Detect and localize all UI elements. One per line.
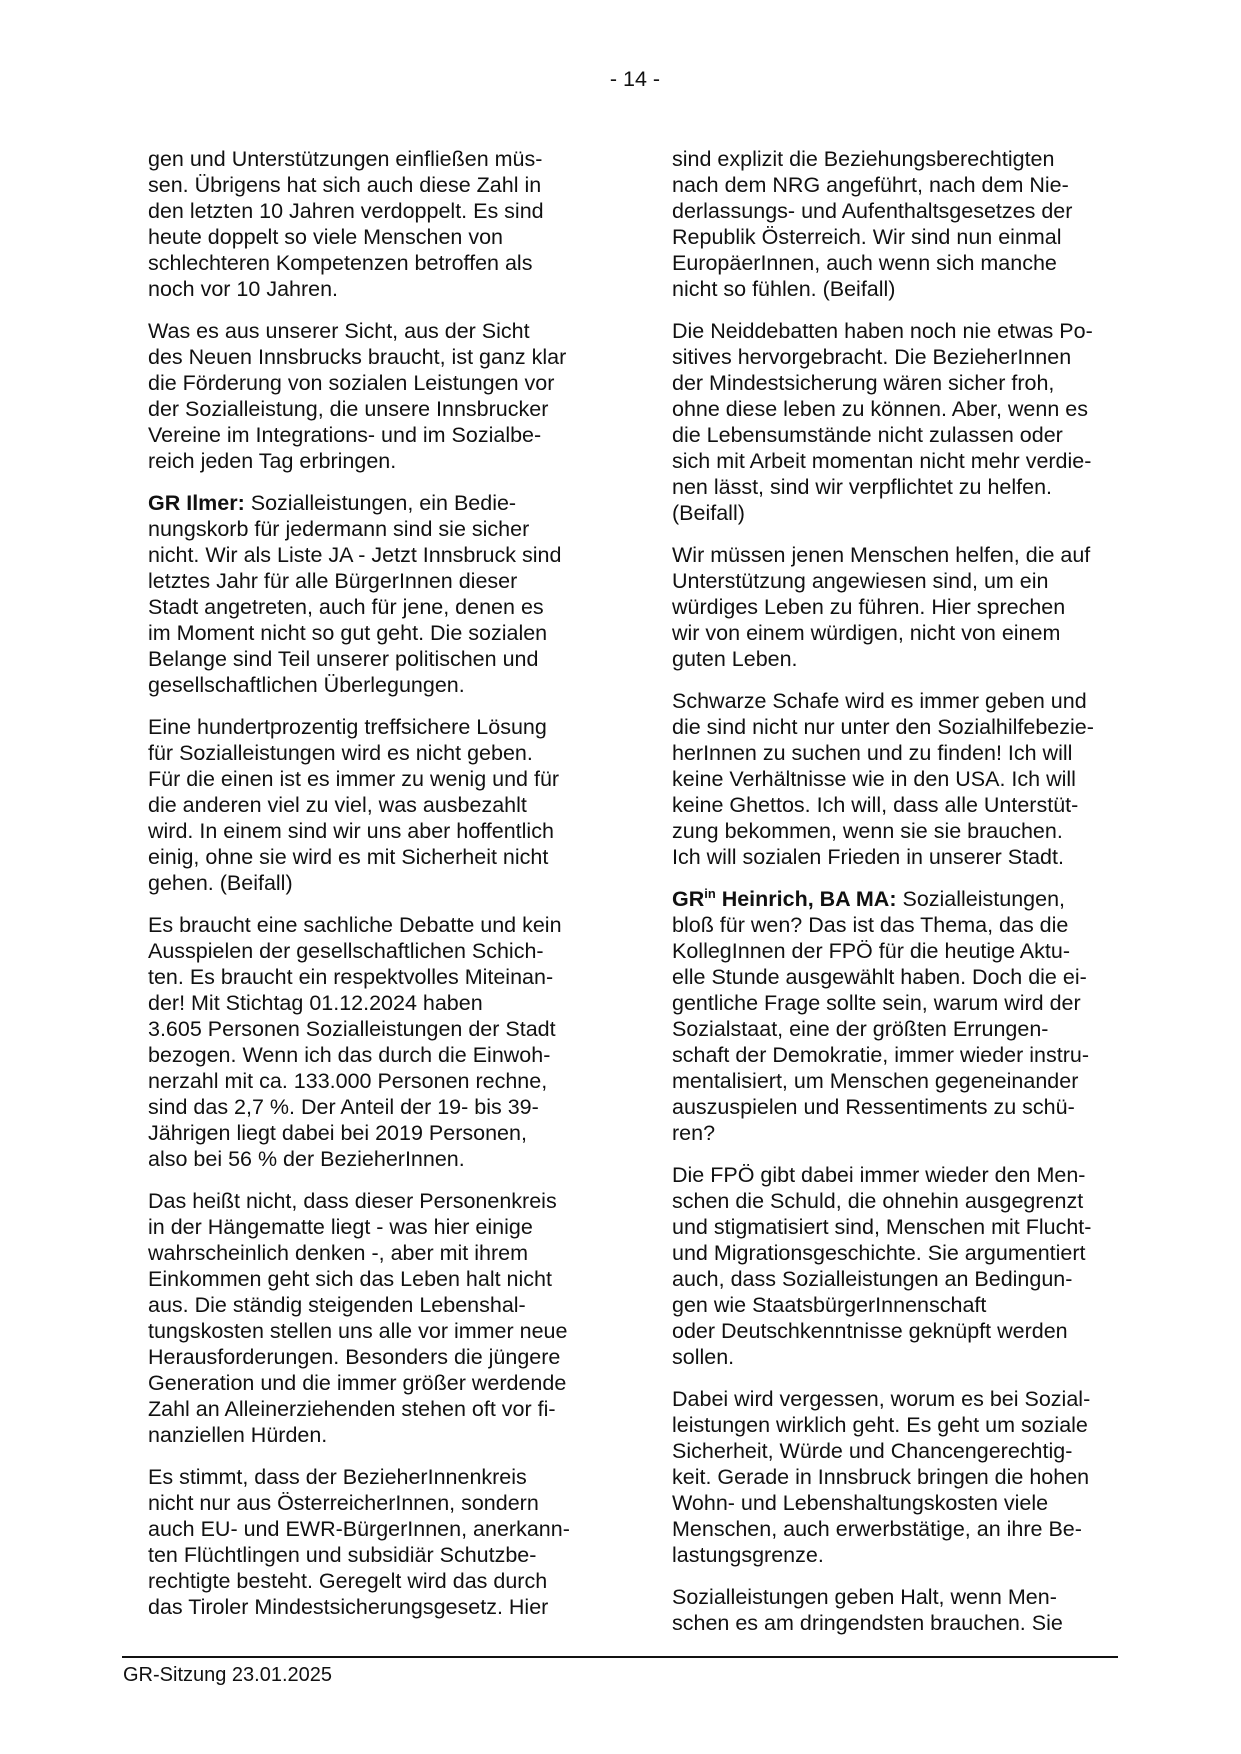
- speaker-name: $GR^{in}$ Heinrich, BA MA:: [672, 885, 897, 911]
- paragraph: $GR^{in}$ Heinrich, BA MA: Sozialleistungen, bloß für wen? Das ist das Thema, das die KollegInnen der FPÖ für die heutige Aktu- elle Stunde ausgewählt haben. Doch die ei- gentliche Frage sollte sein, warum wird der Sozialstaat, eine der größten Errungen- schaft der Demokratie, immer wieder instru- mentalisiert, um Menschen gegeneinander auszuspielen und Ressentiments zu schü- ren?: [672, 885, 1089, 1145]
- paragraph: Wir müssen jenen Menschen helfen, die auf Unterstützung angewiesen sind, um ein würdiges Leben zu führen. Hier sprechen wir von einem würdigen, nicht von einem guten Leben.: [672, 543, 1091, 671]
- paragraph: Was es aus unserer Sicht, aus der Sicht des Neuen Innsbrucks braucht, ist ganz klar die Förderung von sozialen Leistungen vor der Sozialleistung, die unsere Innsbrucker Vereine im Integrations- und im Sozialbe- reich jeden Tag erbringen.: [148, 319, 567, 473]
- column-left: [148, 146, 600, 1652]
- paragraph: Dabei wird vergessen, worum es bei Sozial- leistungen wirklich geht. Es geht um soziale Sicherheit, Würde und Chancengerechtig- keit. Gerade in Innsbruck bringen die hohen Wohn- und Lebenshaltungskosten viele Menschen, auch erwerbstätige, an ihre Be- lastungsgrenze.: [672, 1387, 1091, 1567]
- speaker-name: GR Ilmer:: [148, 491, 245, 515]
- paragraph: Die Neiddebatten haben noch nie etwas Po- sitives hervorgebracht. Die BezieherInnen der Mindestsicherung wären sicher froh, ohne diese leben zu können. Aber, wenn es die Lebensumstände nicht zulassen oder sich mit Arbeit momentan nicht mehr verdie- nen lässt, sind wir verpflichtet zu helfen. (Beifall): [672, 319, 1093, 525]
- paragraph: Es braucht eine sachliche Debatte und kein Ausspielen der gesellschaftlichen Schich- ten. Es braucht ein respektvolles Miteinan- der! Mit Stichtag 01.12.2024 haben 3.605 Personen Sozialleistungen der Stadt bezogen. Wenn ich das durch die Einwoh- nerzahl mit ca. 133.000 Personen rechne, sind das 2,7 %. Der Anteil der 19- bis 39- Jährigen liegt dabei bei 2019 Personen, also bei 56 % der BezieherInnen.: [148, 913, 562, 1171]
- paragraph: Eine hundertprozentig treffsichere Lösung für Sozialleistungen wird es nicht geben. Für die einen ist es immer zu wenig und für die anderen viel zu viel, was ausbezahlt wird. In einem sind wir uns aber hoffentlich einig, ohne sie wird es mit Sicherheit nicht gehen. (Beifall): [148, 715, 560, 895]
- paragraph: sind explizit die Beziehungsberechtigten nach dem NRG angeführt, nach dem Nie- derlassungs- und Aufenthaltsgesetzes der Republik Österreich. Wir sind nun einmal EuropäerInnen, auch wenn sich manche nicht so fühlen. (Beifall): [672, 147, 1073, 301]
- paragraph: Es stimmt, dass der BezieherInnenkreis nicht nur aus ÖsterreicherInnen, sondern auch EU- und EWR-BürgerInnen, anerkann- ten Flüchtlingen und subsidiär Schutzbe- rechtigte besteht. Geregelt wird das durch das Tiroler Mindestsicherungsgesetz. Hier: [148, 1465, 570, 1619]
- paragraph: Schwarze Schafe wird es immer geben und die sind nicht nur unter den Sozialhilfebezie- herInnen zu suchen und zu finden! Ich will keine Verhältnisse wie in den USA. Ich will keine Ghettos. Ich will, dass alle Unterstüt- zung bekommen, wenn sie sie brauchen. Ich will sozialen Frieden in unserer Stadt.: [672, 689, 1094, 869]
- page-number: - 14 -: [609, 67, 661, 91]
- paragraph: gen und Unterstützungen einfließen müs- sen. Übrigens hat sich auch diese Zahl in den letzten 10 Jahren verdoppelt. Es sind heute doppelt so viele Menschen von schlechteren Kompetenzen betroffen als noch vor 10 Jahren.: [148, 147, 544, 301]
- footer-session-label: GR-Sitzung 23.01.2025: [123, 1664, 333, 1686]
- paragraph: GR Ilmer: Sozialleistungen, ein Bedie- nungskorb für jedermann sind sie sicher nicht. Wir als Liste JA - Jetzt Innsbruck sind letztes Jahr für alle BürgerInnen dieser Stadt angetreten, auch für jene, denen es im Moment nicht so gut geht. Die sozialen Belange sind Teil unserer politischen und gesellschaftlichen Überlegungen.: [148, 491, 562, 697]
- paragraph: Das heißt nicht, dass dieser Personenkreis in der Hängematte liegt - was hier einige wahrscheinlich denken -, aber mit ihrem Einkommen geht sich das Leben halt nicht aus. Die ständig steigenden Lebenshal- tungskosten stellen uns alle vor immer neue Herausforderungen. Besonders die jüngere Generation und die immer größer werdende Zahl an Alleinerziehenden stehen oft vor fi- nanziellen Hürden.: [148, 1189, 568, 1447]
- speaker-gender-suffix: in: [704, 885, 716, 901]
- column-right: [672, 146, 1124, 1652]
- footer-divider: [122, 1656, 1118, 1658]
- paragraph: Sozialleistungen geben Halt, wenn Men- schen es am dringendsten brauchen. Sie: [672, 1585, 1063, 1635]
- paragraph: Die FPÖ gibt dabei immer wieder den Men- schen die Schuld, die ohnehin ausgegrenzt und stigmatisiert sind, Menschen mit Flucht- und Migrationsgeschichte. Sie argumentiert auch, dass Sozialleistungen an Bedingun- gen wie StaatsbürgerInnenschaft oder Deutschkenntnisse geknüpft werden sollen.: [672, 1163, 1092, 1369]
- text-columns: [148, 146, 1160, 1652]
